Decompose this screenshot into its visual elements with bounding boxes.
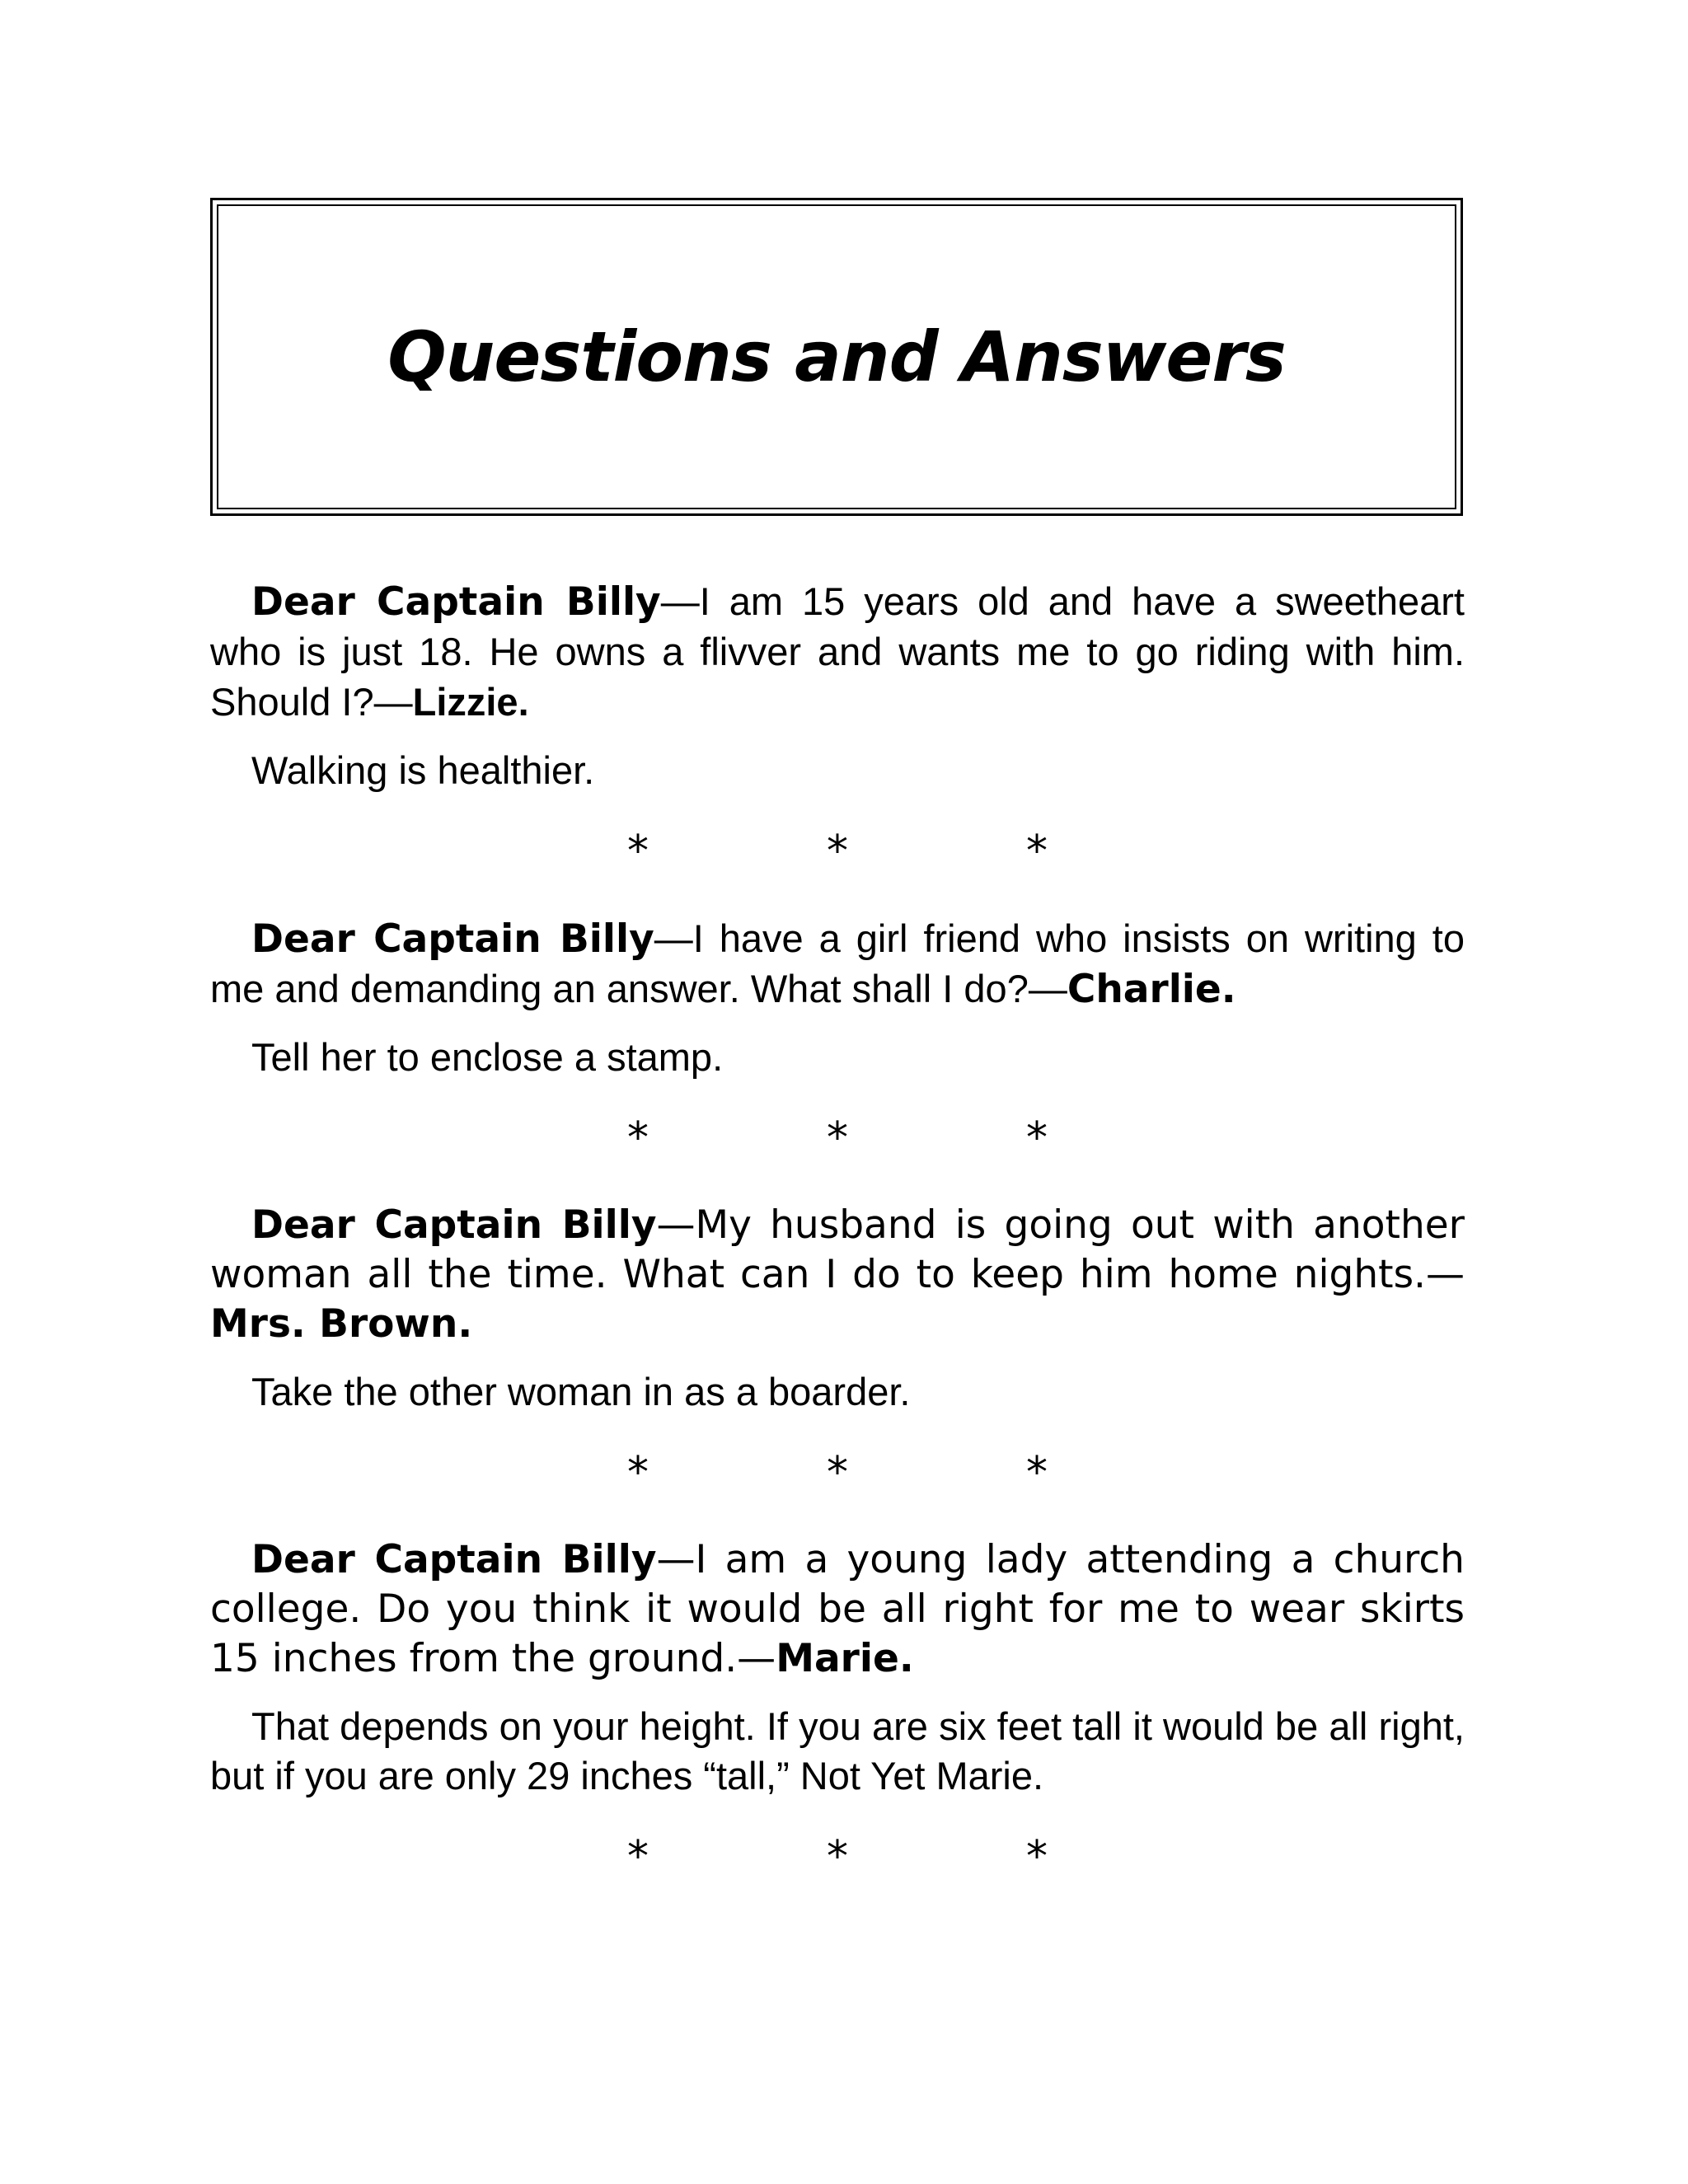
section-separator xyxy=(210,1113,1465,1163)
letter-answer: That depends on your height. If you are six feet tall it would be all right, but if you are only 29 inches “tall,” Not Yet Marie. xyxy=(210,1704,1465,1797)
letter-salutation: Dear Captain Billy xyxy=(251,1537,657,1582)
separator-star: * xyxy=(627,1448,649,1497)
letter-signature: Marie. xyxy=(776,1636,914,1681)
letter-question xyxy=(210,1201,1465,1349)
letter-answer: Take the other woman in as a boarder. xyxy=(251,1370,911,1413)
page-title: Questions and Answers xyxy=(387,316,1286,397)
letter-salutation: Dear Captain Billy xyxy=(251,916,654,962)
letter-signature: Lizzie. xyxy=(412,680,529,724)
separator-star: * xyxy=(827,1448,848,1497)
title-box-inner xyxy=(217,204,1456,509)
section-separator xyxy=(210,827,1465,876)
letter-question xyxy=(210,914,1465,1015)
letter-question xyxy=(210,577,1465,728)
separator-star: * xyxy=(827,1832,848,1882)
letter-salutation: Dear Captain Billy xyxy=(251,579,661,625)
letter-body: —I have a girl friend who insists on writing to me and demanding an answer. What shall I do?— xyxy=(210,916,1465,1010)
letter-salutation: Dear Captain Billy xyxy=(251,1202,657,1248)
separator-star: * xyxy=(1026,1448,1048,1497)
qa-content xyxy=(210,577,1465,1919)
title-box xyxy=(210,198,1463,516)
letter-question xyxy=(210,1535,1465,1684)
letter-answer: Walking is healthier. xyxy=(251,748,595,792)
separator-star: * xyxy=(627,1113,649,1163)
separator-star: * xyxy=(627,1832,649,1882)
letter-signature: Mrs. Brown. xyxy=(210,1301,473,1347)
separator-star: * xyxy=(827,1113,848,1163)
letter-answer: Tell her to enclose a stamp. xyxy=(251,1035,724,1079)
separator-star: * xyxy=(1026,1832,1048,1882)
separator-star: * xyxy=(1026,827,1048,876)
letter-body: —I am a young lady attending a church college. Do you think it would be all right for me to wear skirts 15 inches from the ground.— xyxy=(210,1537,1465,1681)
separator-star: * xyxy=(827,827,848,876)
letter-body: —I am 15 years old and have a sweetheart who is just 18. He owns a flivver and wants me to go riding with him. Should I?— xyxy=(210,579,1465,724)
section-separator xyxy=(210,1448,1465,1497)
separator-star: * xyxy=(1026,1113,1048,1163)
section-separator xyxy=(210,1832,1465,1882)
letter-signature: Charlie. xyxy=(1067,967,1236,1012)
letter-body: —My husband is going out with another woman all the time. What can I do to keep him home nights.— xyxy=(210,1202,1465,1297)
separator-star: * xyxy=(627,827,649,876)
